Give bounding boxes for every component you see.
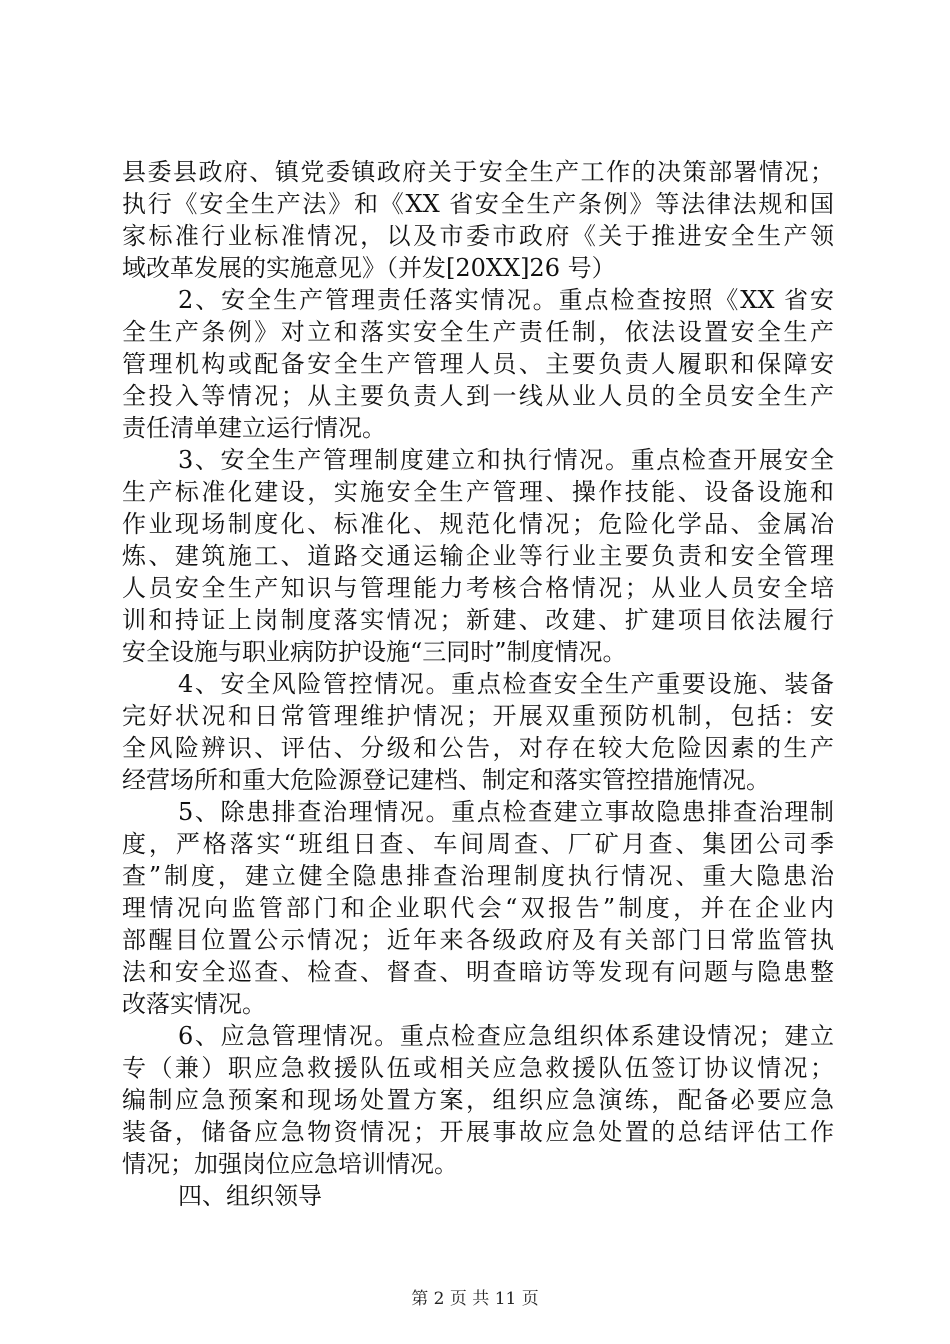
text-line: 4、安全风险管控情况。重点检查安全生产重要设施、装备	[178, 670, 834, 698]
text-line: 人员安全生产知识与管理能力考核合格情况；从业人员安全培	[122, 574, 834, 602]
text-line: 全生产条例》对立和落实安全生产责任制，依法设置安全生产	[122, 318, 834, 346]
text-line: 完好状况和日常管理维护情况；开展双重预防机制，包括：安	[122, 702, 834, 730]
text-line: 3、安全生产管理制度建立和执行情况。重点检查开展安全	[178, 446, 834, 474]
text-line: 法和安全巡查、检查、督查、明查暗访等发现有问题与隐患整	[122, 958, 834, 986]
text-line: 生产标准化建设，实施安全生产管理、操作技能、设备设施和	[122, 478, 834, 506]
text-line: 训和持证上岗制度落实情况；新建、改建、扩建项目依法履行	[122, 606, 834, 634]
text-line: 2、安全生产管理责任落实情况。重点检查按照《XX 省安	[178, 286, 834, 314]
text-line: 安全设施与职业病防护设施“三同时”制度情况。	[122, 638, 627, 666]
text-line: 编制应急预案和现场处置方案，组织应急演练，配备必要应急	[122, 1086, 834, 1114]
text-line: 改落实情况。	[122, 990, 266, 1018]
page-footer: 第 2 页 共 11 页	[411, 1289, 539, 1309]
text-line: 装备，储备应急物资情况；开展事故应急处置的总结评估工作	[122, 1118, 834, 1146]
text-line: 域改革发展的实施意见》（并发[20XX]26 号）	[122, 254, 616, 282]
text-line: 四、组织领导	[178, 1182, 322, 1210]
document-body	[122, 156, 834, 1212]
text-line: 5、除患排查治理情况。重点检查建立事故隐患排查治理制	[178, 798, 834, 826]
text-line: 县委县政府、镇党委镇政府关于安全生产工作的决策部署情况；	[122, 158, 834, 186]
text-line: 管理机构或配备安全生产管理人员、主要负责人履职和保障安	[122, 350, 834, 378]
text-line: 作业现场制度化、标准化、规范化情况；危险化学品、金属冶	[122, 510, 834, 538]
text-line: 6、应急管理情况。重点检查应急组织体系建设情况；建立	[178, 1022, 834, 1050]
text-line: 专（兼）职应急救援队伍或相关应急救援队伍签订协议情况；	[122, 1054, 834, 1082]
text-line: 度，严格落实“班组日查、车间周查、厂矿月查、集团公司季	[122, 830, 834, 858]
text-line: 经营场所和重大危险源登记建档、制定和落实管控措施情况。	[122, 766, 770, 794]
text-line: 炼、建筑施工、道路交通运输企业等行业主要负责和安全管理	[122, 542, 834, 570]
text-line: 查”制度，建立健全隐患排查治理制度执行情况、重大隐患治	[122, 862, 834, 890]
text-line: 情况；加强岗位应急培训情况。	[122, 1150, 458, 1178]
text-line: 部醒目位置公示情况；近年来各级政府及有关部门日常监管执	[122, 926, 834, 954]
text-line: 责任清单建立运行情况。	[122, 414, 386, 442]
text-line: 全风险辨识、评估、分级和公告，对存在较大危险因素的生产	[122, 734, 834, 762]
text-line: 全投入等情况；从主要负责人到一线从业人员的全员安全生产	[122, 382, 834, 410]
text-line: 理情况向监管部门和企业职代会“双报告”制度，并在企业内	[122, 894, 834, 922]
text-line: 执行《安全生产法》和《XX 省安全生产条例》等法律法规和国	[122, 190, 834, 218]
text-line: 家标准行业标准情况，以及市委市政府《关于推进安全生产领	[122, 222, 834, 250]
